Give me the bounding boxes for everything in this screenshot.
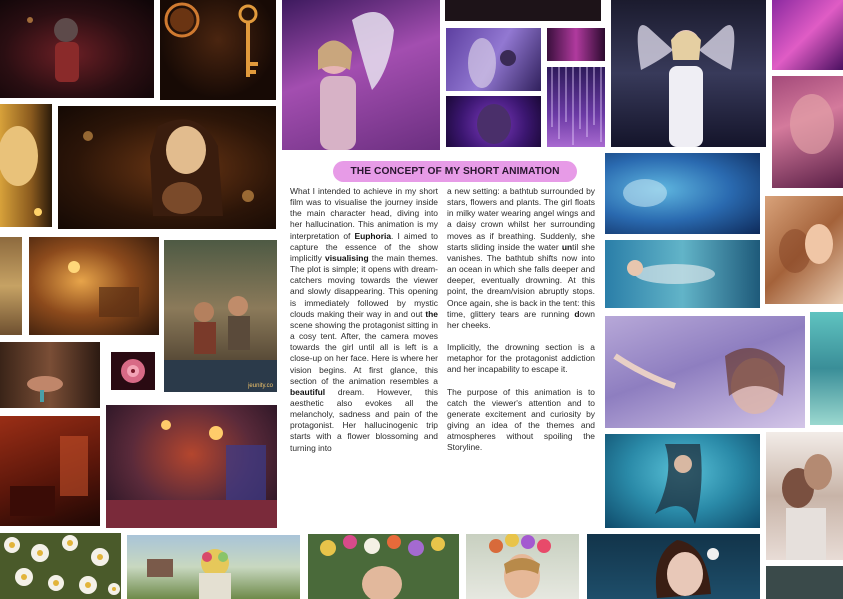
collage-photo-alice-holding-cat <box>58 106 276 229</box>
page-title: THE CONCEPT OF MY SHORT ANIMATION <box>350 166 560 177</box>
text-run: dream. However, this aesthetic also evokes all the melancholy, sadness and pain of the protagonist. Her hallucinogenic trip starts with a flower blossoming and turning into <box>290 386 438 453</box>
collage-photo-angel-girl-party <box>611 0 766 147</box>
paragraph <box>447 186 595 331</box>
collage-photo-daisies <box>0 533 121 599</box>
collage-photo-flower-dress-field <box>127 535 300 599</box>
collage-photo-anime-girl-candle <box>0 104 52 227</box>
text-run: own her cheeks. <box>447 308 595 330</box>
text-run: scene showing the protagonist sitting in a cosy tent. After, the camera moves towards the girl until all is left is a close-up on her face. Here is where her vision begins. At first glance, this section of the animation resembles a <box>290 319 438 386</box>
collage-photo-ophelia-underwater <box>605 240 760 308</box>
text-run: a new setting: a bathtub surrounded by stars, flowers and plants. The girl floats in milky water wearing angel wings and a daisy crown whilst her surrounding moves as if breathing. Suddenly, she starts sliding inside the water <box>447 186 595 252</box>
paragraph <box>447 342 595 375</box>
watermark-text: jeunity.co <box>248 383 273 389</box>
title-banner <box>333 161 577 182</box>
collage-photo-girls-embracing <box>765 196 843 304</box>
collage-photo-tent-party <box>164 240 277 392</box>
paragraph <box>447 387 595 454</box>
collage-photo-lana-flower-hair <box>587 534 760 599</box>
bold-text-run: the <box>425 308 438 319</box>
collage-photo-teal-portrait <box>810 312 843 425</box>
collage-photo-boho-tent-interior <box>106 405 277 528</box>
collage-photo-florence-flower-crown <box>466 534 579 599</box>
collage-photo-pink-neon <box>547 28 605 61</box>
collage-photo-pink-lights-corner <box>772 0 843 70</box>
collage-photo-glitter-tears-face <box>772 76 843 188</box>
text-run: the main themes. The plot is simple; it opens with dream-catchers moving towards the viewer and slowly disappearing. This opening is immediately followed by mystic clouds making their way in and out <box>290 252 438 319</box>
bold-text-run: visualising <box>325 252 369 263</box>
collage-photo-dream-catchers <box>0 237 22 335</box>
collage-photo-pink-flower <box>111 352 155 390</box>
paragraph <box>290 186 438 454</box>
collage-photo-dark-corner <box>766 566 843 599</box>
text-run: What I intended to achieve in my short film was to visualise the journey inside the main character head, diving into her hallucination. This animation is my interpretation of <box>290 186 438 241</box>
collage-photo-lana-underwater-reach <box>605 316 805 428</box>
collage-photo-purple-corridor-girl <box>446 28 541 91</box>
text-run: The purpose of this animation is to catch the viewer's attention and to generate excitement and curiosity by giving an idea of the themes and atmospheres without spoiling the Storyline. <box>447 386 595 453</box>
text-run: Implicitly, the drowning section is a metaphor for the protagonist addiction and her incapability to escape it. <box>447 342 595 375</box>
collage-photo-man-with-mouth-drip <box>0 342 100 408</box>
bold-text-run: d <box>574 308 580 319</box>
collage-photo-glowing-face <box>446 96 541 147</box>
collage-photo-clock-and-key <box>160 0 276 100</box>
collage-photo-red-lit-room <box>0 416 100 526</box>
collage-photo-animated-girl-night <box>0 0 154 98</box>
collage-photo-mermaid-hair-underwater <box>605 434 760 528</box>
bold-text-run: un <box>561 241 573 252</box>
collage-photo-couple-embrace-bw <box>766 432 843 560</box>
text-run: . I aimed to capture the essence of the show implicitly <box>290 230 438 263</box>
text-run: til she vanishes. The bathtub shifts now into an ocean in which she falls deeper and deeper, eventually drowning. At this point, the dream/vision abruptly stops. Once again, she is back in the tent: this time, glittery tears are running <box>447 241 595 319</box>
collage-photo-underwater-blue <box>605 153 760 234</box>
collage-photo-angel-wings-girl <box>282 0 440 150</box>
collage-photo-flower-crown-close <box>308 534 459 599</box>
collage-photo-glitter-lights <box>547 67 605 147</box>
collage-photo-dark-strip <box>445 0 601 21</box>
bold-text-run: Euphoria <box>354 230 392 241</box>
bold-text-run: beautiful <box>290 386 326 397</box>
collage-photo-lantern-room <box>29 237 159 335</box>
text-column-left <box>290 186 438 465</box>
text-column-right <box>447 186 595 464</box>
